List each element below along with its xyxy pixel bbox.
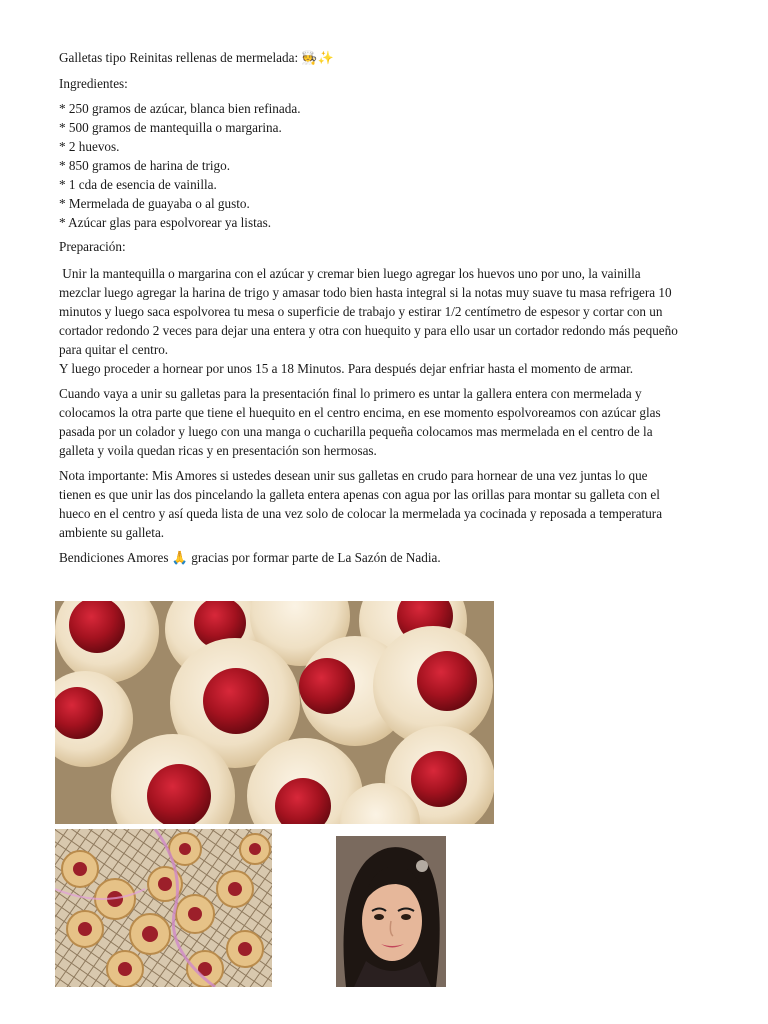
cookies-closeup-photo [55, 601, 494, 824]
ingredient-item: * Azúcar glas para espolvorear ya listas. [59, 215, 272, 230]
preparation-paragraph [59, 264, 709, 378]
assembly-line: galleta y voila quedan ricas y en presentación son hermosas. [59, 443, 377, 458]
ingredient-item: * 250 gramos de azúcar, blanca bien refinada. [59, 101, 301, 116]
preparation-line: para quitar el centro. [59, 342, 169, 357]
note-line: tienen es que unir las dos pincelando la galleta entera apenas con agua por las orillas para montar su galleta con el [59, 487, 660, 502]
recipe-title [59, 48, 709, 68]
ingredient-item: * 2 huevos. [59, 139, 120, 154]
recipe-document [59, 48, 709, 568]
assembly-line: colocamos la otra parte que tiene el huequito en el centro encima, en ese momento espolvoreamos con azúcar glas [59, 405, 661, 420]
preparation-line: Y luego proceder a hornear por unos 15 a 18 Minutos. Para después dejar enfriar hasta el momento de armar. [59, 361, 634, 376]
chef-sparkles-emoji-icon: 🧑‍🍳✨ [301, 51, 334, 66]
cookies-in-bags-photo [55, 829, 272, 987]
note-line: ambiente su galleta. [59, 525, 165, 540]
author-portrait-photo [336, 836, 446, 987]
recipe-title-text: Galletas tipo Reinitas rellenas de mermelada: [59, 50, 299, 65]
note-paragraph [59, 466, 709, 542]
preparation-line: mezclar luego agregar la harina de trigo y amasar todo bien hasta integral si la notas muy suave tu masa refrigera 10 [59, 285, 672, 300]
praying-hands-emoji-icon: 🙏 [171, 551, 188, 566]
assembly-line: pasada por un colador y luego con una manga o cucharilla pequeña colocamos mas mermelada en el centro de la [59, 424, 653, 439]
ingredient-item: * Mermelada de guayaba o al gusto. [59, 196, 250, 211]
assembly-paragraph [59, 384, 709, 460]
ingredients-list [59, 99, 709, 232]
note-line: hueco en el centro y así queda lista de una vez solo de colocar la mermelada ya cocinada y reposada a temperatura [59, 506, 663, 521]
preparation-heading: Preparación: [59, 239, 126, 254]
closing-suffix: gracias por formar parte de La Sazón de Nadia. [191, 550, 441, 565]
assembly-line: Cuando vaya a unir su galletas para la presentación final lo primero es untar la gallera entera con mermelada y [59, 386, 642, 401]
ingredient-item: * 1 cda de esencia de vainilla. [59, 177, 217, 192]
ingredient-item: * 850 gramos de harina de trigo. [59, 158, 231, 173]
ingredient-item: * 500 gramos de mantequilla o margarina. [59, 120, 282, 135]
preparation-line: cortador redondo 2 veces para dejar una entera y otra con huequito y para ello usar un cortador redondo más pequeño [59, 323, 678, 338]
preparation-line: Unir la mantequilla o margarina con el azúcar y cremar bien luego agregar los huevos uno por uno, la vainilla [59, 266, 641, 281]
preparation-line: minutos y luego saca espolvorea tu mesa o superficie de trabajo y estirar 1/2 centímetro de espesor y cortar con un [59, 304, 663, 319]
ingredients-heading: Ingredientes: [59, 76, 128, 91]
note-line: Nota importante: Mis Amores si ustedes desean unir sus galletas en crudo para hornear de una vez juntas lo que [59, 468, 648, 483]
closing-prefix: Bendiciones Amores [59, 550, 169, 565]
cookie-group [55, 601, 494, 824]
closing-line [59, 548, 709, 568]
